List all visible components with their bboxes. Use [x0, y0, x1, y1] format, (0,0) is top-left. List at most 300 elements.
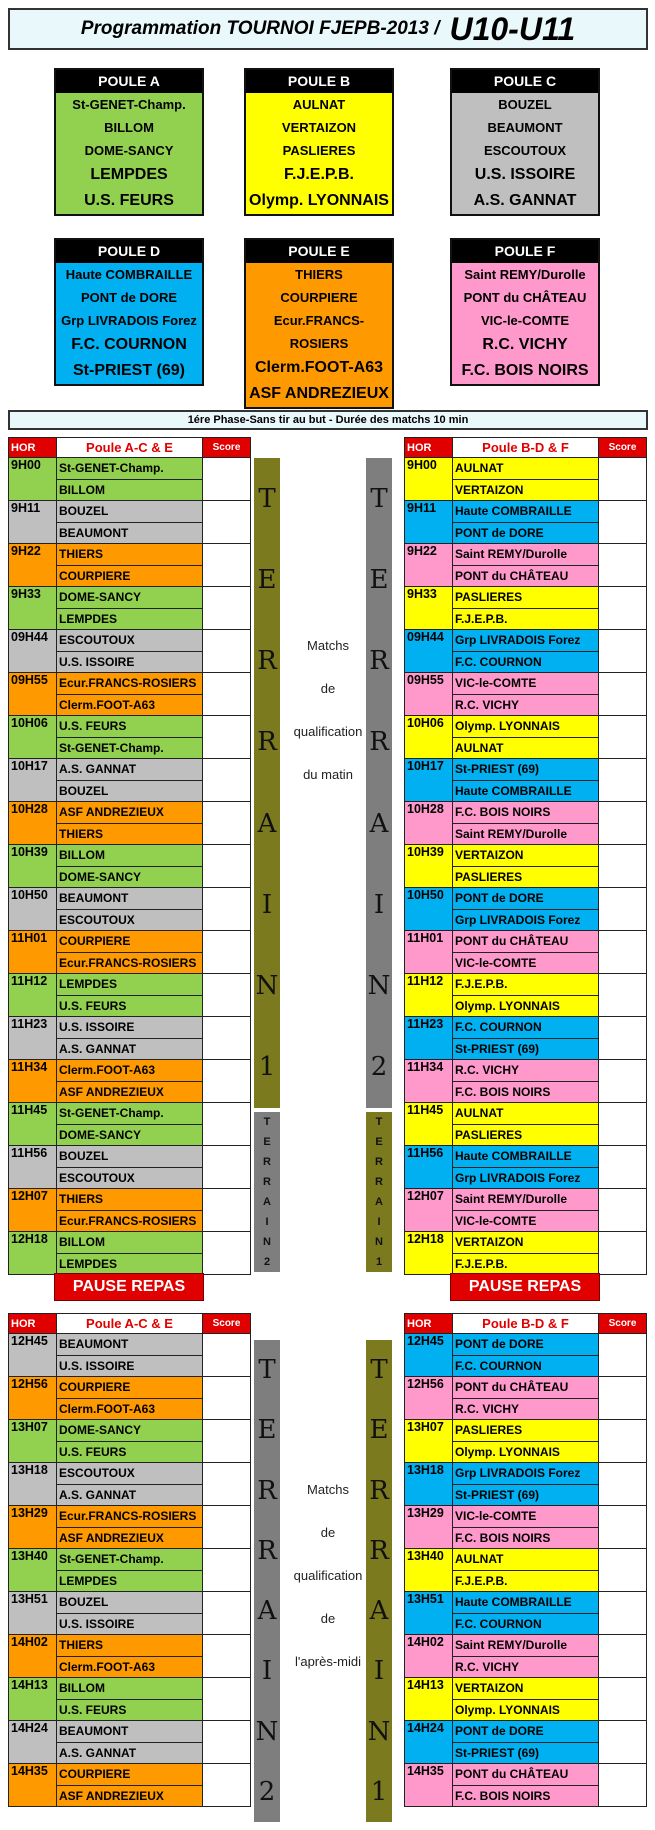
- team-away: Saint REMY/Durolle: [453, 823, 599, 845]
- team-away: F.J.E.P.B.: [453, 1253, 599, 1275]
- score-cell[interactable]: [203, 1232, 251, 1275]
- poule-team: Haute COMBRAILLE: [65, 267, 193, 282]
- match-time: 14H35: [9, 1764, 57, 1807]
- poule-team: St-GENET-Champ.: [72, 97, 186, 112]
- terrain-letter: N: [263, 1236, 271, 1248]
- team-home: PONT du CHÂTEAU: [453, 931, 599, 953]
- team-home: THIERS: [57, 1189, 203, 1211]
- team-away: Olymp. LYONNAIS: [453, 995, 599, 1017]
- match-time: 10H17: [405, 759, 453, 802]
- header-cell: HOR: [405, 438, 453, 458]
- team-home: BILLOM: [57, 845, 203, 867]
- team-home: Saint REMY/Durolle: [453, 1189, 599, 1211]
- team-home: DOME-SANCY: [57, 1420, 203, 1442]
- score-cell[interactable]: [203, 716, 251, 759]
- terrain-column: [254, 458, 280, 1108]
- terrain-letter: N: [367, 971, 391, 1002]
- afternoon-mid-label: de: [320, 1611, 336, 1626]
- team-away: F.C. COURNON: [453, 1613, 599, 1635]
- team-away: U.S. ISSOIRE: [57, 1613, 203, 1635]
- poule-team: COURPIERE: [280, 290, 358, 305]
- poule-team: THIERS: [295, 267, 343, 282]
- team-home: F.C. COURNON: [453, 1017, 599, 1039]
- score-cell[interactable]: [599, 888, 647, 931]
- score-cell[interactable]: [599, 1060, 647, 1103]
- match-time: 13H29: [405, 1506, 453, 1549]
- score-cell[interactable]: [599, 587, 647, 630]
- score-cell[interactable]: [203, 587, 251, 630]
- score-cell[interactable]: [599, 1189, 647, 1232]
- terrain-column: [254, 1340, 280, 1822]
- team-home: VERTAIZON: [453, 845, 599, 867]
- team-home: F.C. BOIS NOIRS: [453, 802, 599, 824]
- score-cell[interactable]: [599, 802, 647, 845]
- score-cell[interactable]: [599, 931, 647, 974]
- poule-box: [54, 238, 204, 386]
- team-away: F.C. BOIS NOIRS: [453, 1081, 599, 1103]
- score-cell[interactable]: [599, 1146, 647, 1189]
- score-cell[interactable]: [203, 1592, 251, 1635]
- team-home: F.J.E.P.B.: [453, 974, 599, 996]
- morning-left-table: [8, 437, 251, 1275]
- team-home: ESCOUTOUX: [57, 630, 203, 652]
- team-away: Clerm.FOOT-A63: [57, 1398, 203, 1420]
- pause-left: PAUSE REPAS: [54, 1273, 204, 1301]
- match-time: 10H50: [9, 888, 57, 931]
- match-time: 09H44: [9, 630, 57, 673]
- score-cell[interactable]: [203, 1060, 251, 1103]
- morning-mid-label: Matchs: [307, 638, 349, 653]
- phase-banner: 1ére Phase-Sans tir au but - Durée des matchs 10 min: [8, 410, 648, 430]
- score-cell[interactable]: [599, 1463, 647, 1506]
- team-away: AULNAT: [453, 737, 599, 759]
- poule-team: Clerm.FOOT-A63: [254, 359, 384, 376]
- match-time: 12H45: [405, 1334, 453, 1377]
- poule-team: U.S. FEURS: [84, 192, 174, 209]
- team-home: PONT du CHÂTEAU: [453, 1764, 599, 1786]
- team-away: PASLIERES: [453, 866, 599, 888]
- team-away: Clerm.FOOT-A63: [57, 1656, 203, 1678]
- match-time: 9H00: [9, 458, 57, 501]
- team-home: R.C. VICHY: [453, 1060, 599, 1082]
- terrain-letter: R: [369, 1475, 389, 1506]
- team-home: VIC-le-COMTE: [453, 1506, 599, 1528]
- poule-team: St-PRIEST (69): [72, 362, 185, 379]
- poule-header: POULE D: [56, 240, 202, 263]
- terrain-letter: R: [257, 1535, 277, 1566]
- terrain-letter: E: [369, 564, 389, 595]
- team-away: St-PRIEST (69): [453, 1742, 599, 1764]
- afternoon-mid-label: l'après-midi: [294, 1654, 362, 1669]
- team-away: VERTAIZON: [453, 479, 599, 501]
- score-cell[interactable]: [203, 931, 251, 974]
- score-cell[interactable]: [203, 1103, 251, 1146]
- team-home: PONT de DORE: [453, 1334, 599, 1356]
- score-cell[interactable]: [599, 1420, 647, 1463]
- poule-team: BILLOM: [104, 120, 154, 135]
- poule-team: R.C. VICHY: [482, 336, 568, 353]
- team-home: A.S. GANNAT: [57, 759, 203, 781]
- afternoon-mid-label: Matchs: [307, 1482, 349, 1497]
- match-time: 13H51: [405, 1592, 453, 1635]
- terrain-letter: T: [263, 1116, 271, 1128]
- team-home: Ecur.FRANCS-ROSIERS: [57, 1506, 203, 1528]
- team-home: VERTAIZON: [453, 1678, 599, 1700]
- poule-header: POULE E: [246, 240, 392, 263]
- terrain-letter: R: [263, 1156, 271, 1168]
- score-cell[interactable]: [599, 1549, 647, 1592]
- team-away: St-PRIEST (69): [453, 1038, 599, 1060]
- poule-team: F.J.E.P.B.: [284, 166, 354, 183]
- poule-team: F.C. BOIS NOIRS: [461, 362, 589, 379]
- match-time: 10H50: [405, 888, 453, 931]
- match-time: 11H56: [9, 1146, 57, 1189]
- score-cell[interactable]: [203, 544, 251, 587]
- score-cell[interactable]: [599, 1232, 647, 1275]
- score-cell[interactable]: [203, 759, 251, 802]
- terrain-letter: R: [375, 1156, 383, 1168]
- match-time: 10H17: [9, 759, 57, 802]
- score-cell[interactable]: [599, 974, 647, 1017]
- terrain-letter: N: [255, 971, 279, 1002]
- terrain-letter: I: [373, 1656, 385, 1687]
- team-away: BOUZEL: [57, 780, 203, 802]
- match-time: 09H44: [405, 630, 453, 673]
- team-home: AULNAT: [453, 1549, 599, 1571]
- team-home: BOUZEL: [57, 1146, 203, 1168]
- team-away: ESCOUTOUX: [57, 1167, 203, 1189]
- score-cell[interactable]: [203, 1549, 251, 1592]
- team-home: Saint REMY/Durolle: [453, 544, 599, 566]
- score-cell[interactable]: [599, 544, 647, 587]
- team-home: St-GENET-Champ.: [57, 458, 203, 480]
- score-cell[interactable]: [599, 1635, 647, 1678]
- score-cell[interactable]: [599, 1764, 647, 1807]
- match-time: 10H28: [405, 802, 453, 845]
- match-time: 13H07: [9, 1420, 57, 1463]
- score-cell[interactable]: [203, 1678, 251, 1721]
- poule-header: POULE C: [452, 70, 598, 93]
- score-cell[interactable]: [203, 888, 251, 931]
- team-away: ASF ANDREZIEUX: [57, 1081, 203, 1103]
- team-home: Grp LIVRADOIS Forez: [453, 1463, 599, 1485]
- match-time: 10H39: [9, 845, 57, 888]
- team-home: U.S. ISSOIRE: [57, 1017, 203, 1039]
- terrain-number: 2: [258, 1776, 276, 1807]
- match-time: 14H24: [405, 1721, 453, 1764]
- page-title: Programmation TOURNOI FJEPB-2013 / U10-U11: [8, 8, 648, 50]
- terrain-letter: A: [263, 1196, 271, 1208]
- terrain-letter: I: [265, 1216, 269, 1228]
- team-home: Olymp. LYONNAIS: [453, 716, 599, 738]
- match-time: 09H55: [405, 673, 453, 716]
- team-home: St-GENET-Champ.: [57, 1103, 203, 1125]
- terrain-letter: I: [261, 1656, 273, 1687]
- team-away: LEMPDES: [57, 608, 203, 630]
- team-away: A.S. GANNAT: [57, 1484, 203, 1506]
- header-cell: Poule A-C & E: [57, 1314, 203, 1334]
- score-cell[interactable]: [203, 974, 251, 1017]
- score-cell[interactable]: [599, 501, 647, 544]
- terrain-letter: T: [258, 1355, 276, 1386]
- team-home: Haute COMBRAILLE: [453, 1146, 599, 1168]
- match-time: 14H02: [9, 1635, 57, 1678]
- terrain-letter: N: [375, 1236, 383, 1248]
- match-time: 11H34: [9, 1060, 57, 1103]
- score-cell[interactable]: [599, 759, 647, 802]
- poule-team: F.C. COURNON: [71, 336, 187, 353]
- team-away: R.C. VICHY: [453, 694, 599, 716]
- poule-team: Grp LIVRADOIS Forez: [61, 313, 197, 328]
- poule-team: DOME-SANCY: [84, 143, 174, 158]
- team-away: A.S. GANNAT: [57, 1742, 203, 1764]
- match-time: 12H07: [405, 1189, 453, 1232]
- afternoon-mid-label: de: [320, 1525, 336, 1540]
- score-cell[interactable]: [599, 458, 647, 501]
- terrain-letter: R: [369, 1535, 389, 1566]
- team-away: COURPIERE: [57, 565, 203, 587]
- match-time: 11H12: [9, 974, 57, 1017]
- team-home: PASLIERES: [453, 587, 599, 609]
- team-home: BOUZEL: [57, 1592, 203, 1614]
- terrain-letter: A: [257, 808, 277, 839]
- team-away: Haute COMBRAILLE: [453, 780, 599, 802]
- poule-header: POULE F: [452, 240, 598, 263]
- team-away: F.J.E.P.B.: [453, 1570, 599, 1592]
- team-away: St-PRIEST (69): [453, 1484, 599, 1506]
- terrain-letter: T: [370, 483, 388, 514]
- team-home: BILLOM: [57, 1232, 203, 1254]
- team-home: BEAUMONT: [57, 888, 203, 910]
- terrain-letter: R: [369, 646, 389, 677]
- team-home: Grp LIVRADOIS Forez: [453, 630, 599, 652]
- terrain-letter: R: [257, 1475, 277, 1506]
- team-home: THIERS: [57, 544, 203, 566]
- score-cell[interactable]: [599, 1506, 647, 1549]
- team-away: LEMPDES: [57, 1253, 203, 1275]
- poule-header: POULE B: [246, 70, 392, 93]
- team-away: St-GENET-Champ.: [57, 737, 203, 759]
- match-time: 11H56: [405, 1146, 453, 1189]
- terrain-letter: A: [369, 1596, 389, 1627]
- team-away: BILLOM: [57, 479, 203, 501]
- score-cell[interactable]: [203, 1764, 251, 1807]
- team-home: BILLOM: [57, 1678, 203, 1700]
- score-cell[interactable]: [599, 1592, 647, 1635]
- match-time: 12H18: [405, 1232, 453, 1275]
- team-home: AULNAT: [453, 458, 599, 480]
- team-home: PONT de DORE: [453, 888, 599, 910]
- terrain-letter: R: [375, 1176, 383, 1188]
- match-time: 11H23: [9, 1017, 57, 1060]
- team-home: COURPIERE: [57, 931, 203, 953]
- score-cell[interactable]: [599, 1678, 647, 1721]
- terrain-number: 2: [263, 1256, 271, 1268]
- score-cell[interactable]: [599, 1721, 647, 1764]
- score-cell[interactable]: [203, 1146, 251, 1189]
- match-time: 13H18: [9, 1463, 57, 1506]
- score-cell[interactable]: [599, 1334, 647, 1377]
- team-away: F.J.E.P.B.: [453, 608, 599, 630]
- match-time: 11H45: [405, 1103, 453, 1146]
- score-cell[interactable]: [203, 1189, 251, 1232]
- team-away: F.C. COURNON: [453, 651, 599, 673]
- team-away: VIC-le-COMTE: [453, 952, 599, 974]
- match-time: 13H51: [9, 1592, 57, 1635]
- afternoon-right-table: [404, 1313, 647, 1807]
- score-cell[interactable]: [203, 1463, 251, 1506]
- terrain-letter: A: [257, 1596, 277, 1627]
- score-cell[interactable]: [203, 673, 251, 716]
- poule-team: PONT de DORE: [80, 290, 178, 305]
- team-away: Clerm.FOOT-A63: [57, 694, 203, 716]
- terrain-letter: I: [373, 889, 385, 920]
- match-time: 13H40: [9, 1549, 57, 1592]
- team-away: BEAUMONT: [57, 522, 203, 544]
- team-home: VIC-le-COMTE: [453, 673, 599, 695]
- terrain-letter: R: [263, 1176, 271, 1188]
- poule-team: A.S. GANNAT: [473, 192, 577, 209]
- afternoon-left-table: [8, 1313, 251, 1807]
- team-home: Clerm.FOOT-A63: [57, 1060, 203, 1082]
- header-cell: Score: [599, 438, 647, 458]
- score-cell[interactable]: [203, 802, 251, 845]
- match-time: 13H40: [405, 1549, 453, 1592]
- terrain-letter: R: [257, 727, 277, 758]
- team-away: Ecur.FRANCS-ROSIERS: [57, 952, 203, 974]
- score-cell[interactable]: [599, 1103, 647, 1146]
- terrain-letter: E: [375, 1136, 383, 1148]
- match-time: 13H29: [9, 1506, 57, 1549]
- match-time: 9H33: [9, 587, 57, 630]
- morning-mid-label: qualification: [293, 724, 363, 739]
- poule-team: BOUZEL: [498, 97, 552, 112]
- team-away: Ecur.FRANCS-ROSIERS: [57, 1210, 203, 1232]
- match-time: 13H07: [405, 1420, 453, 1463]
- poule-team: U.S. ISSOIRE: [474, 166, 576, 183]
- header-cell: HOR: [405, 1314, 453, 1334]
- team-away: U.S. ISSOIRE: [57, 651, 203, 673]
- header-cell: Poule B-D & F: [453, 438, 599, 458]
- team-home: THIERS: [57, 1635, 203, 1657]
- terrain-letter: T: [375, 1116, 383, 1128]
- team-home: COURPIERE: [57, 1377, 203, 1399]
- match-time: 14H13: [9, 1678, 57, 1721]
- team-away: VIC-le-COMTE: [453, 1210, 599, 1232]
- team-home: PONT du CHÂTEAU: [453, 1377, 599, 1399]
- match-time: 11H23: [405, 1017, 453, 1060]
- score-cell[interactable]: [203, 630, 251, 673]
- team-away: U.S. FEURS: [57, 1441, 203, 1463]
- poule-box: [450, 68, 600, 216]
- score-cell[interactable]: [599, 673, 647, 716]
- poule-team: VIC-le-COMTE: [480, 313, 570, 328]
- score-cell[interactable]: [599, 1017, 647, 1060]
- score-cell[interactable]: [203, 1635, 251, 1678]
- morning-mid-label: de: [320, 681, 336, 696]
- score-cell[interactable]: [203, 1420, 251, 1463]
- team-away: LEMPDES: [57, 1570, 203, 1592]
- score-cell[interactable]: [203, 845, 251, 888]
- team-home: BEAUMONT: [57, 1334, 203, 1356]
- match-time: 12H56: [405, 1377, 453, 1420]
- team-away: Olymp. LYONNAIS: [453, 1441, 599, 1463]
- match-time: 11H01: [9, 931, 57, 974]
- poule-box: [450, 238, 600, 386]
- match-time: 12H45: [9, 1334, 57, 1377]
- team-home: Haute COMBRAILLE: [453, 1592, 599, 1614]
- morning-mid-label: du matin: [303, 767, 353, 782]
- team-away: DOME-SANCY: [57, 1124, 203, 1146]
- team-away: U.S. ISSOIRE: [57, 1355, 203, 1377]
- team-away: THIERS: [57, 823, 203, 845]
- team-home: LEMPDES: [57, 974, 203, 996]
- team-away: U.S. FEURS: [57, 995, 203, 1017]
- match-time: 9H11: [405, 501, 453, 544]
- poule-team: PASLIERES: [282, 143, 356, 158]
- score-cell[interactable]: [203, 1506, 251, 1549]
- team-away: PONT du CHÂTEAU: [453, 565, 599, 587]
- score-cell[interactable]: [599, 845, 647, 888]
- team-away: R.C. VICHY: [453, 1398, 599, 1420]
- score-cell[interactable]: [203, 1334, 251, 1377]
- team-home: Haute COMBRAILLE: [453, 501, 599, 523]
- team-away: Grp LIVRADOIS Forez: [453, 909, 599, 931]
- afternoon-mid-label: qualification: [293, 1568, 363, 1583]
- team-home: ASF ANDREZIEUX: [57, 802, 203, 824]
- score-cell[interactable]: [203, 458, 251, 501]
- score-cell[interactable]: [203, 1377, 251, 1420]
- match-time: 11H01: [405, 931, 453, 974]
- team-home: VERTAIZON: [453, 1232, 599, 1254]
- score-cell[interactable]: [599, 1377, 647, 1420]
- poule-team: PONT du CHÂTEAU: [463, 290, 587, 305]
- score-cell[interactable]: [203, 1721, 251, 1764]
- header-cell: Score: [203, 1314, 251, 1334]
- terrain-letter: E: [369, 1415, 389, 1446]
- terrain-letter: I: [377, 1216, 381, 1228]
- header-cell: HOR: [9, 1314, 57, 1334]
- match-time: 11H45: [9, 1103, 57, 1146]
- team-away: ESCOUTOUX: [57, 909, 203, 931]
- poule-box: [244, 238, 394, 409]
- team-away: F.C. BOIS NOIRS: [453, 1527, 599, 1549]
- match-time: 10H39: [405, 845, 453, 888]
- match-time: 13H18: [405, 1463, 453, 1506]
- team-away: A.S. GANNAT: [57, 1038, 203, 1060]
- match-time: 14H24: [9, 1721, 57, 1764]
- terrain-letter: E: [257, 564, 277, 595]
- team-away: ASF ANDREZIEUX: [57, 1527, 203, 1549]
- match-time: 9H33: [405, 587, 453, 630]
- terrain-number: 1: [370, 1776, 388, 1807]
- terrain-letter: T: [370, 1355, 388, 1386]
- terrain-column: [366, 1112, 392, 1272]
- team-home: St-GENET-Champ.: [57, 1549, 203, 1571]
- poule-team: ASF ANDREZIEUX: [249, 385, 389, 402]
- terrain-column: [254, 1112, 280, 1272]
- terrain-letter: I: [261, 889, 273, 920]
- team-home: BOUZEL: [57, 501, 203, 523]
- match-time: 10H06: [405, 716, 453, 759]
- team-home: Saint REMY/Durolle: [453, 1635, 599, 1657]
- score-cell[interactable]: [203, 1017, 251, 1060]
- score-cell[interactable]: [599, 716, 647, 759]
- match-time: 10H06: [9, 716, 57, 759]
- poule-team: ESCOUTOUX: [483, 143, 567, 158]
- score-cell[interactable]: [203, 501, 251, 544]
- score-cell[interactable]: [599, 630, 647, 673]
